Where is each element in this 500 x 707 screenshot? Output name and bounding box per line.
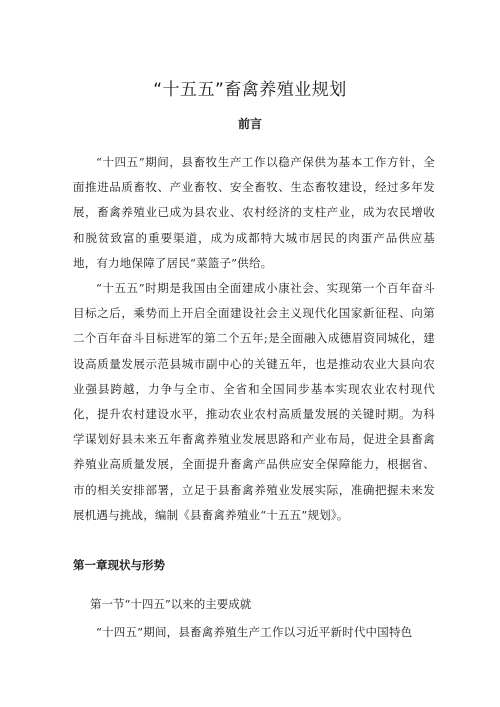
body-paragraph-1: “十四五”期间，县畜禽养殖生产工作以习近平新时代中国特色 — [96, 625, 413, 639]
preface-heading: 前言 — [237, 117, 262, 131]
preface-paragraph-1: “十四五”期间，县畜牧生产工作以稳产保供为基本工作方针，全面推进品质畜牧、产业畜牧、安全畜牧、生态畜牧建设，经过多年发展，畜禽养殖业已成为县农业、农村经济的支柱产业，成为农民增收和脱贫致富的重要渠道，成为成都特大城市居民的肉蛋产品供应基地，有力地保障了居民“菜篮子”供给。 — [73, 155, 435, 270]
chapter-heading: 第一章现状与形势 — [73, 558, 165, 572]
section-heading: 第一节“十四五”以来的主要成就 — [90, 597, 252, 611]
document-title: “十五五”畜禽养殖业规划 — [153, 80, 347, 100]
preface-paragraph-2: “十五五”时期是我国由全面建成小康社会、实现第一个百年奋斗目标之后，乘势而上开启全面建设社会主义现代化国家新征程、向第二个百年奋斗目标进军的第二个五年;是全面融入成德眉资同城化，建设高质量发展示范县城市副中心的关键五年，也是推动农业大县向农业强县跨越，力争与全市、全省和全国同步基本实现农业农村现代化，提升农村建设水平，推动农业农村高质量发展的关键时期。为科学谋划好县未来五年畜禽养殖业发展思路和产业布局，促进全县畜禽养殖业高质量发展，全面提升畜禽产品供应安全保障能力，根据省、市的相关安排部署，立足于县畜禽养殖业发展实际，准确把握未来发展机遇与挑战，编制《县畜禽养殖业“十五五”规划》。 — [73, 281, 435, 522]
